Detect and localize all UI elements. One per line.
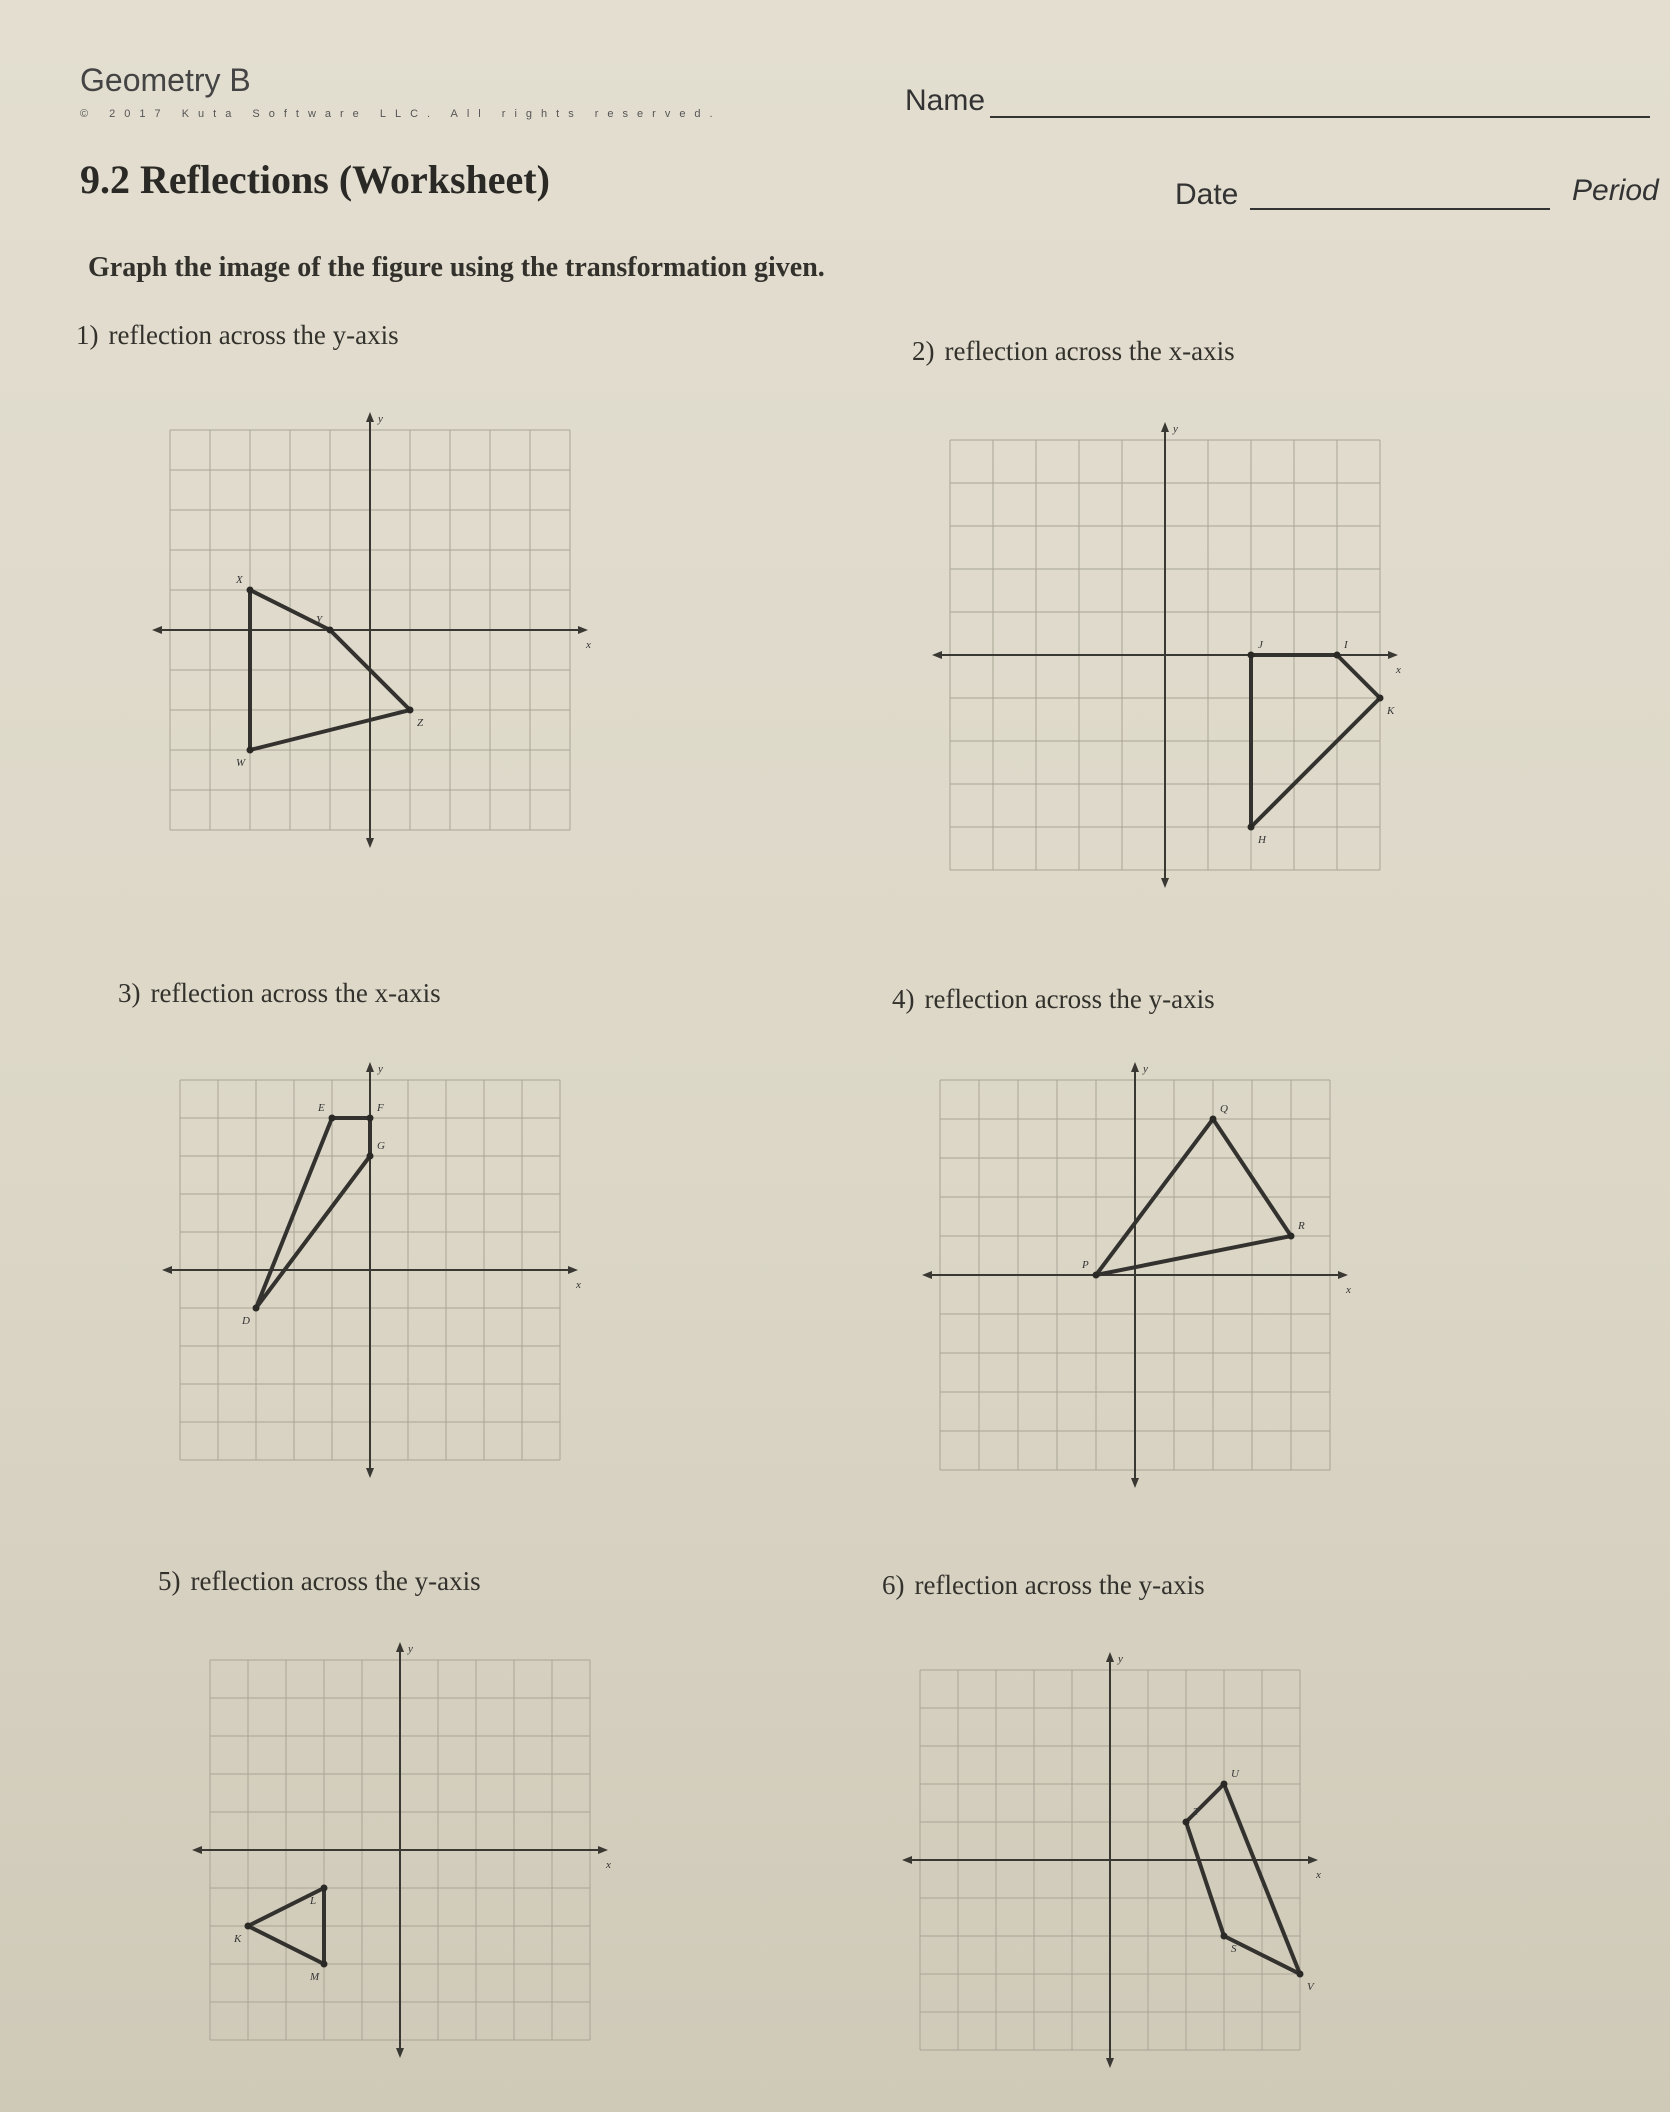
axis-arrow xyxy=(396,2048,404,2058)
problem-number: 5) xyxy=(158,1566,181,1596)
vertex-label: U xyxy=(1231,1768,1239,1780)
y-axis-label: y xyxy=(408,1643,413,1655)
vertex-point[interactable] xyxy=(253,1305,260,1312)
problem-text: reflection across the x-axis xyxy=(944,336,1235,366)
vertex-point[interactable] xyxy=(407,707,414,714)
x-axis-label: x xyxy=(1316,1869,1321,1881)
x-axis-label: x xyxy=(1396,664,1401,676)
vertex-label: K xyxy=(234,1933,242,1945)
problem-2-label xyxy=(912,336,1235,367)
x-axis-label: x xyxy=(606,1859,611,1871)
problem-text: reflection across the x-axis xyxy=(150,978,441,1008)
x-axis-label: x xyxy=(1346,1284,1351,1296)
vertex-label: D xyxy=(242,1315,250,1327)
axis-arrow xyxy=(902,1856,912,1864)
vertex-label: E xyxy=(318,1102,325,1114)
x-axis-label: x xyxy=(586,639,591,651)
problem-4-label xyxy=(892,984,1215,1015)
vertex-point[interactable] xyxy=(247,587,254,594)
axis-arrow xyxy=(1106,1652,1114,1662)
axis-arrow xyxy=(1131,1478,1139,1488)
problem-number: 1) xyxy=(76,320,99,350)
axis-arrow xyxy=(1161,422,1169,432)
vertex-point[interactable] xyxy=(1093,1272,1100,1279)
vertex-point[interactable] xyxy=(1221,1781,1228,1788)
vertex-label: W xyxy=(236,757,246,769)
vertex-point[interactable] xyxy=(321,1961,328,1968)
date-line[interactable] xyxy=(1250,208,1550,210)
vertex-point[interactable] xyxy=(367,1153,374,1160)
vertex-label: G xyxy=(377,1140,385,1152)
vertex-label: Q xyxy=(1220,1103,1228,1115)
axis-arrow xyxy=(192,1846,202,1854)
axis-arrow xyxy=(366,412,374,422)
vertex-label: M xyxy=(310,1971,320,1983)
instructions: Graph the image of the figure using the transformation given. xyxy=(88,252,825,283)
y-axis-label: y xyxy=(1118,1653,1123,1665)
vertex-label: J xyxy=(1258,639,1263,651)
problem-6-label xyxy=(882,1570,1205,1601)
figure-polygon xyxy=(256,1118,370,1308)
axis-arrow xyxy=(578,626,588,634)
y-axis-label: y xyxy=(1143,1063,1148,1075)
copyright-line: © 2017 Kuta Software LLC. All rights reserved. xyxy=(80,108,722,120)
coordinate-grid-1[interactable] xyxy=(150,410,590,880)
x-axis-label: x xyxy=(576,1279,581,1291)
axis-arrow xyxy=(1106,2058,1114,2068)
axis-arrow xyxy=(152,626,162,634)
period-label: Period xyxy=(1572,174,1659,207)
axis-arrow xyxy=(1161,878,1169,888)
vertex-label: X xyxy=(236,574,243,586)
axis-arrow xyxy=(366,1062,374,1072)
vertex-label: K xyxy=(1387,705,1395,717)
axis-arrow xyxy=(568,1266,578,1274)
vertex-label: T xyxy=(1193,1806,1200,1818)
vertex-point[interactable] xyxy=(1297,1971,1304,1978)
vertex-point[interactable] xyxy=(367,1115,374,1122)
problem-text: reflection across the y-axis xyxy=(108,320,399,350)
vertex-label: Y xyxy=(316,614,323,626)
vertex-point[interactable] xyxy=(1248,824,1255,831)
axis-arrow xyxy=(922,1271,932,1279)
axis-arrow xyxy=(366,1468,374,1478)
axis-arrow xyxy=(1308,1856,1318,1864)
axis-arrow xyxy=(1131,1062,1139,1072)
figure-polygon xyxy=(1186,1784,1300,1974)
axis-arrow xyxy=(162,1266,172,1274)
vertex-label: V xyxy=(1307,1981,1314,1993)
problem-number: 2) xyxy=(912,336,935,366)
problem-number: 4) xyxy=(892,984,915,1014)
vertex-label: L xyxy=(310,1895,317,1907)
vertex-point[interactable] xyxy=(321,1885,328,1892)
coordinate-grid-4[interactable] xyxy=(920,1060,1350,1490)
problem-number: 6) xyxy=(882,1570,905,1600)
vertex-label: H xyxy=(1258,834,1266,846)
problem-text: reflection across the y-axis xyxy=(914,1570,1205,1600)
coordinate-grid-3[interactable] xyxy=(160,1060,600,1480)
coordinate-grid-5[interactable] xyxy=(190,1640,610,2060)
axis-arrow xyxy=(598,1846,608,1854)
coordinate-grid-2[interactable] xyxy=(930,420,1400,890)
date-label: Date xyxy=(1175,178,1239,211)
axis-arrow xyxy=(932,651,942,659)
axis-arrow xyxy=(1338,1271,1348,1279)
y-axis-label: y xyxy=(378,413,383,425)
worksheet-title: 9.2 Reflections (Worksheet) xyxy=(80,157,550,202)
problem-text: reflection across the y-axis xyxy=(924,984,1215,1014)
vertex-point[interactable] xyxy=(1334,652,1341,659)
name-line[interactable] xyxy=(990,116,1650,118)
vertex-point[interactable] xyxy=(1248,652,1255,659)
vertex-point[interactable] xyxy=(1377,695,1384,702)
vertex-point[interactable] xyxy=(329,1115,336,1122)
vertex-point[interactable] xyxy=(1183,1819,1190,1826)
coordinate-grid-6[interactable] xyxy=(900,1650,1320,2070)
problem-1-label xyxy=(76,320,399,351)
vertex-label: R xyxy=(1298,1220,1305,1232)
vertex-label: S xyxy=(1231,1943,1237,1955)
problem-number: 3) xyxy=(118,978,141,1008)
problem-text: reflection across the y-axis xyxy=(190,1566,481,1596)
vertex-label: F xyxy=(377,1102,384,1114)
vertex-point[interactable] xyxy=(1210,1116,1217,1123)
y-axis-label: y xyxy=(1173,423,1178,435)
axis-arrow xyxy=(1388,651,1398,659)
vertex-label: P xyxy=(1082,1259,1089,1271)
problem-3-label xyxy=(118,978,441,1009)
vertex-label: I xyxy=(1344,639,1348,651)
name-label: Name xyxy=(905,84,986,117)
problem-5-label xyxy=(158,1566,481,1597)
y-axis-label: y xyxy=(378,1063,383,1075)
axis-arrow xyxy=(366,838,374,848)
vertex-label: Z xyxy=(417,717,424,729)
vertex-point[interactable] xyxy=(1288,1233,1295,1240)
vertex-point[interactable] xyxy=(245,1923,252,1930)
vertex-point[interactable] xyxy=(1221,1933,1228,1940)
axis-arrow xyxy=(396,1642,404,1652)
vertex-point[interactable] xyxy=(247,747,254,754)
course-name: Geometry B xyxy=(80,62,251,98)
vertex-point[interactable] xyxy=(327,627,334,634)
